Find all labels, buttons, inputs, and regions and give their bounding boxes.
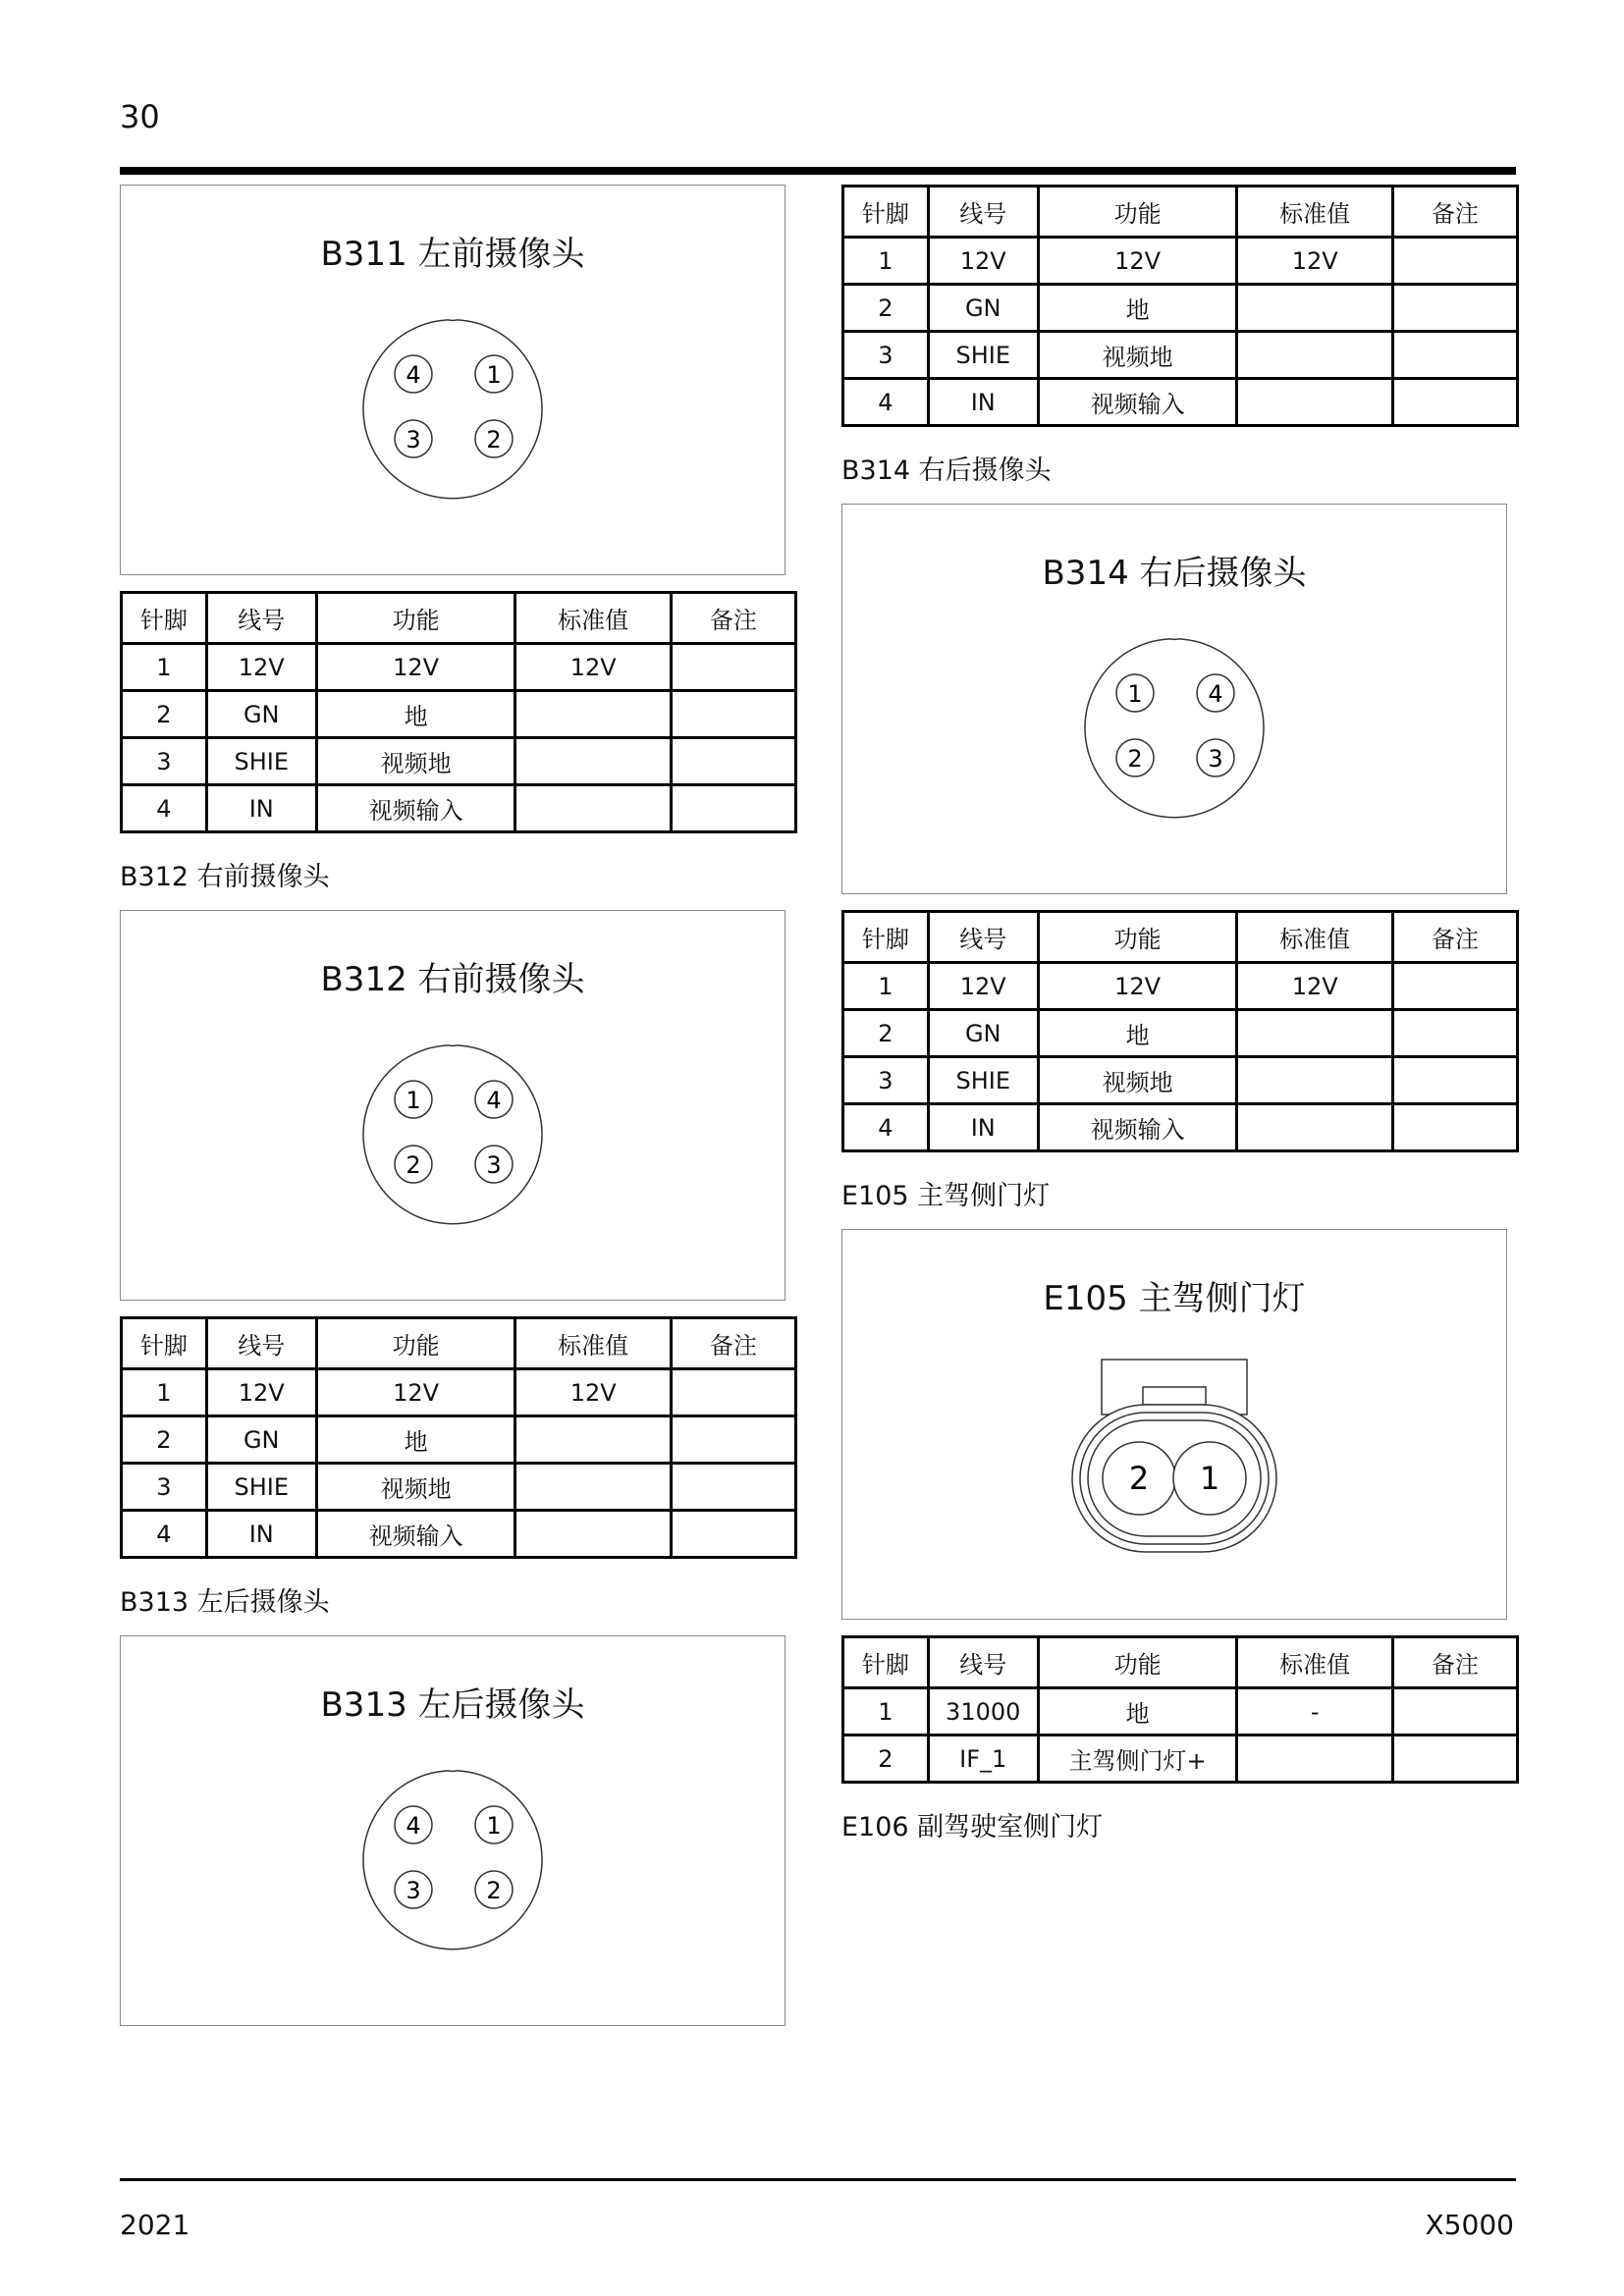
cell-wire: 31000 bbox=[928, 1688, 1038, 1735]
cell-function: 地 bbox=[316, 1416, 515, 1464]
table-row bbox=[122, 1511, 796, 1558]
table-header-row bbox=[122, 1318, 796, 1369]
cell-pin: 1 bbox=[843, 963, 929, 1010]
cell-function: 视频地 bbox=[316, 1464, 515, 1511]
table-row bbox=[122, 691, 796, 738]
table-row bbox=[122, 644, 796, 691]
two-pin-lamp-connector-icon bbox=[842, 1230, 1506, 1619]
cell-remark bbox=[1392, 332, 1517, 379]
cell-remark bbox=[1392, 1010, 1517, 1057]
pin-label: 2 bbox=[1128, 1460, 1150, 1497]
diagram-title: B314 右后摄像头 bbox=[1042, 554, 1307, 593]
cell-remark bbox=[671, 738, 795, 785]
cell-standard: 12V bbox=[1237, 963, 1392, 1010]
cell-remark bbox=[1392, 1688, 1517, 1735]
cell-function: 12V bbox=[1038, 963, 1237, 1010]
header-standard: 标准值 bbox=[515, 593, 671, 644]
pin-label: 1 bbox=[486, 1812, 502, 1840]
e106-section-heading: E106 副驾驶室侧门灯 bbox=[841, 1812, 1104, 1842]
cell-wire: IN bbox=[928, 1104, 1038, 1151]
cell-function: 地 bbox=[1038, 1688, 1237, 1735]
pin-label: 1 bbox=[1199, 1460, 1220, 1497]
cell-remark bbox=[671, 1369, 795, 1416]
cell-function: 视频输入 bbox=[1038, 379, 1237, 426]
table-row bbox=[122, 785, 796, 832]
pin-label: 4 bbox=[406, 1812, 421, 1840]
header-wire: 线号 bbox=[928, 912, 1038, 963]
header-wire: 线号 bbox=[206, 593, 316, 644]
cell-standard bbox=[515, 738, 671, 785]
cell-standard bbox=[515, 1464, 671, 1511]
header-remark: 备注 bbox=[1392, 912, 1517, 963]
b313-pin-table bbox=[841, 185, 1519, 427]
cell-pin: 3 bbox=[122, 1464, 207, 1511]
cell-standard: 12V bbox=[1237, 238, 1392, 285]
cell-pin: 4 bbox=[843, 1104, 929, 1151]
cell-function: 12V bbox=[316, 644, 515, 691]
cell-pin: 4 bbox=[122, 785, 207, 832]
cell-pin: 3 bbox=[843, 1057, 929, 1104]
pin-label: 4 bbox=[1208, 680, 1223, 708]
header-pin: 针脚 bbox=[122, 1318, 207, 1369]
pin-label: 1 bbox=[486, 361, 502, 389]
cell-function: 地 bbox=[1038, 285, 1237, 332]
cell-wire: SHIE bbox=[206, 738, 316, 785]
pin-label: 1 bbox=[1127, 680, 1143, 708]
cell-remark bbox=[1392, 238, 1517, 285]
cell-standard bbox=[1237, 1735, 1392, 1783]
cell-function: 视频输入 bbox=[316, 1511, 515, 1558]
header-rule bbox=[120, 167, 1516, 175]
cell-pin: 2 bbox=[843, 1735, 929, 1783]
cell-standard bbox=[515, 785, 671, 832]
cell-remark bbox=[1392, 963, 1517, 1010]
right-column bbox=[841, 185, 1519, 1860]
b312-section-heading: B312 右前摄像头 bbox=[120, 862, 330, 892]
cell-wire: 12V bbox=[206, 644, 316, 691]
footer-year: 2021 bbox=[120, 2209, 190, 2241]
cell-remark bbox=[671, 644, 795, 691]
header-function: 功能 bbox=[1038, 187, 1237, 238]
cell-standard: - bbox=[1237, 1688, 1392, 1735]
b314-connector-diagram bbox=[841, 504, 1507, 894]
pin-label: 1 bbox=[406, 1087, 421, 1114]
b312-pin-table bbox=[120, 1316, 797, 1559]
pin-label: 4 bbox=[486, 1087, 502, 1114]
round-4pin-connector-icon bbox=[842, 505, 1506, 893]
header-function: 功能 bbox=[316, 593, 515, 644]
header-function: 功能 bbox=[316, 1318, 515, 1369]
b312-connector-diagram bbox=[120, 910, 785, 1301]
table-row bbox=[122, 1369, 796, 1416]
cell-pin: 1 bbox=[843, 238, 929, 285]
header-remark: 备注 bbox=[1392, 187, 1517, 238]
cell-pin: 3 bbox=[122, 738, 207, 785]
cell-wire: 12V bbox=[928, 963, 1038, 1010]
header-wire: 线号 bbox=[206, 1318, 316, 1369]
cell-remark bbox=[671, 785, 795, 832]
pin-label: 4 bbox=[406, 361, 421, 389]
cell-wire: SHIE bbox=[928, 332, 1038, 379]
header-remark: 备注 bbox=[671, 593, 795, 644]
e105-section-heading: E105 主驾侧门灯 bbox=[841, 1181, 1051, 1211]
e105-pin-table bbox=[841, 1635, 1519, 1784]
cell-standard bbox=[1237, 332, 1392, 379]
cell-function: 12V bbox=[316, 1369, 515, 1416]
cell-pin: 2 bbox=[122, 1416, 207, 1464]
cell-remark bbox=[1392, 285, 1517, 332]
cell-standard bbox=[1237, 285, 1392, 332]
left-column bbox=[120, 185, 797, 2026]
b314-pin-table bbox=[841, 910, 1519, 1152]
round-4pin-connector-icon bbox=[121, 911, 785, 1300]
cell-remark bbox=[671, 691, 795, 738]
e105-connector-diagram bbox=[841, 1229, 1507, 1620]
cell-remark bbox=[671, 1464, 795, 1511]
pin-label: 3 bbox=[1208, 745, 1223, 773]
cell-standard: 12V bbox=[515, 644, 671, 691]
cell-standard bbox=[1237, 1010, 1392, 1057]
table-row bbox=[843, 1735, 1518, 1783]
cell-pin: 4 bbox=[843, 379, 929, 426]
cell-remark bbox=[1392, 1735, 1517, 1783]
diagram-title: E105 主驾侧门灯 bbox=[1043, 1279, 1306, 1318]
cell-wire: IN bbox=[206, 1511, 316, 1558]
table-row bbox=[843, 379, 1518, 426]
cell-wire: GN bbox=[928, 285, 1038, 332]
diagram-title: B312 右前摄像头 bbox=[320, 960, 585, 999]
b311-pin-table bbox=[120, 591, 797, 833]
cell-standard bbox=[515, 1511, 671, 1558]
table-row bbox=[843, 238, 1518, 285]
table-row bbox=[843, 285, 1518, 332]
cell-remark bbox=[671, 1511, 795, 1558]
cell-pin: 4 bbox=[122, 1511, 207, 1558]
pin-label: 3 bbox=[406, 426, 421, 454]
table-header-row bbox=[843, 912, 1518, 963]
table-row bbox=[843, 1688, 1518, 1735]
cell-pin: 3 bbox=[843, 332, 929, 379]
pin-label: 2 bbox=[486, 426, 502, 454]
cell-standard bbox=[1237, 1057, 1392, 1104]
header-pin: 针脚 bbox=[122, 593, 207, 644]
table-row bbox=[122, 738, 796, 785]
cell-wire: IN bbox=[206, 785, 316, 832]
header-pin: 针脚 bbox=[843, 912, 929, 963]
header-remark: 备注 bbox=[671, 1318, 795, 1369]
table-row bbox=[843, 1057, 1518, 1104]
cell-pin: 1 bbox=[843, 1688, 929, 1735]
cell-wire: 12V bbox=[928, 238, 1038, 285]
b314-section-heading: B314 右后摄像头 bbox=[841, 455, 1052, 486]
cell-function: 12V bbox=[1038, 238, 1237, 285]
table-row bbox=[843, 1010, 1518, 1057]
cell-wire: 12V bbox=[206, 1369, 316, 1416]
cell-function: 主驾侧门灯+ bbox=[1038, 1735, 1237, 1783]
diagram-title: B313 左后摄像头 bbox=[320, 1685, 585, 1725]
table-header-row bbox=[843, 1637, 1518, 1688]
round-4pin-connector-icon bbox=[121, 1636, 785, 2025]
table-row bbox=[122, 1464, 796, 1511]
page-number: 30 bbox=[120, 98, 160, 135]
cell-function: 视频输入 bbox=[1038, 1104, 1237, 1151]
cell-wire: SHIE bbox=[928, 1057, 1038, 1104]
cell-pin: 1 bbox=[122, 644, 207, 691]
cell-wire: IN bbox=[928, 379, 1038, 426]
table-row bbox=[122, 1416, 796, 1464]
cell-function: 视频地 bbox=[1038, 332, 1237, 379]
header-standard: 标准值 bbox=[1237, 1637, 1392, 1688]
cell-function: 视频输入 bbox=[316, 785, 515, 832]
cell-standard bbox=[1237, 379, 1392, 426]
cell-wire: GN bbox=[206, 1416, 316, 1464]
table-row bbox=[843, 963, 1518, 1010]
cell-function: 视频地 bbox=[1038, 1057, 1237, 1104]
pin-label: 2 bbox=[406, 1151, 421, 1179]
cell-pin: 2 bbox=[843, 1010, 929, 1057]
cell-pin: 2 bbox=[122, 691, 207, 738]
b313-connector-diagram bbox=[120, 1635, 785, 2026]
cell-remark bbox=[1392, 1057, 1517, 1104]
pin-label: 2 bbox=[486, 1877, 502, 1904]
cell-remark bbox=[1392, 1104, 1517, 1151]
diagram-title: B311 左前摄像头 bbox=[320, 235, 585, 274]
cell-wire: SHIE bbox=[206, 1464, 316, 1511]
cell-standard bbox=[1237, 1104, 1392, 1151]
table-row bbox=[843, 1104, 1518, 1151]
cell-wire: GN bbox=[928, 1010, 1038, 1057]
table-header-row bbox=[843, 187, 1518, 238]
header-wire: 线号 bbox=[928, 187, 1038, 238]
cell-standard: 12V bbox=[515, 1369, 671, 1416]
table-header-row bbox=[122, 593, 796, 644]
table-row bbox=[843, 332, 1518, 379]
header-wire: 线号 bbox=[928, 1637, 1038, 1688]
b311-connector-diagram bbox=[120, 185, 785, 575]
header-function: 功能 bbox=[1038, 912, 1237, 963]
pin-label: 2 bbox=[1127, 745, 1143, 773]
cell-function: 地 bbox=[1038, 1010, 1237, 1057]
header-function: 功能 bbox=[1038, 1637, 1237, 1688]
cell-pin: 1 bbox=[122, 1369, 207, 1416]
b313-section-heading: B313 左后摄像头 bbox=[120, 1587, 330, 1618]
cell-standard bbox=[515, 1416, 671, 1464]
header-standard: 标准值 bbox=[515, 1318, 671, 1369]
cell-standard bbox=[515, 691, 671, 738]
cell-pin: 2 bbox=[843, 285, 929, 332]
cell-remark bbox=[1392, 379, 1517, 426]
cell-wire: IF_1 bbox=[928, 1735, 1038, 1783]
cell-function: 地 bbox=[316, 691, 515, 738]
footer-rule bbox=[120, 2178, 1516, 2181]
header-standard: 标准值 bbox=[1237, 187, 1392, 238]
pin-label: 3 bbox=[486, 1151, 502, 1179]
round-4pin-connector-icon bbox=[121, 186, 785, 574]
pin-label: 3 bbox=[406, 1877, 421, 1904]
header-remark: 备注 bbox=[1392, 1637, 1517, 1688]
header-pin: 针脚 bbox=[843, 1637, 929, 1688]
footer-model: X5000 bbox=[1425, 2209, 1514, 2241]
cell-wire: GN bbox=[206, 691, 316, 738]
header-pin: 针脚 bbox=[843, 187, 929, 238]
cell-function: 视频地 bbox=[316, 738, 515, 785]
header-standard: 标准值 bbox=[1237, 912, 1392, 963]
cell-remark bbox=[671, 1416, 795, 1464]
